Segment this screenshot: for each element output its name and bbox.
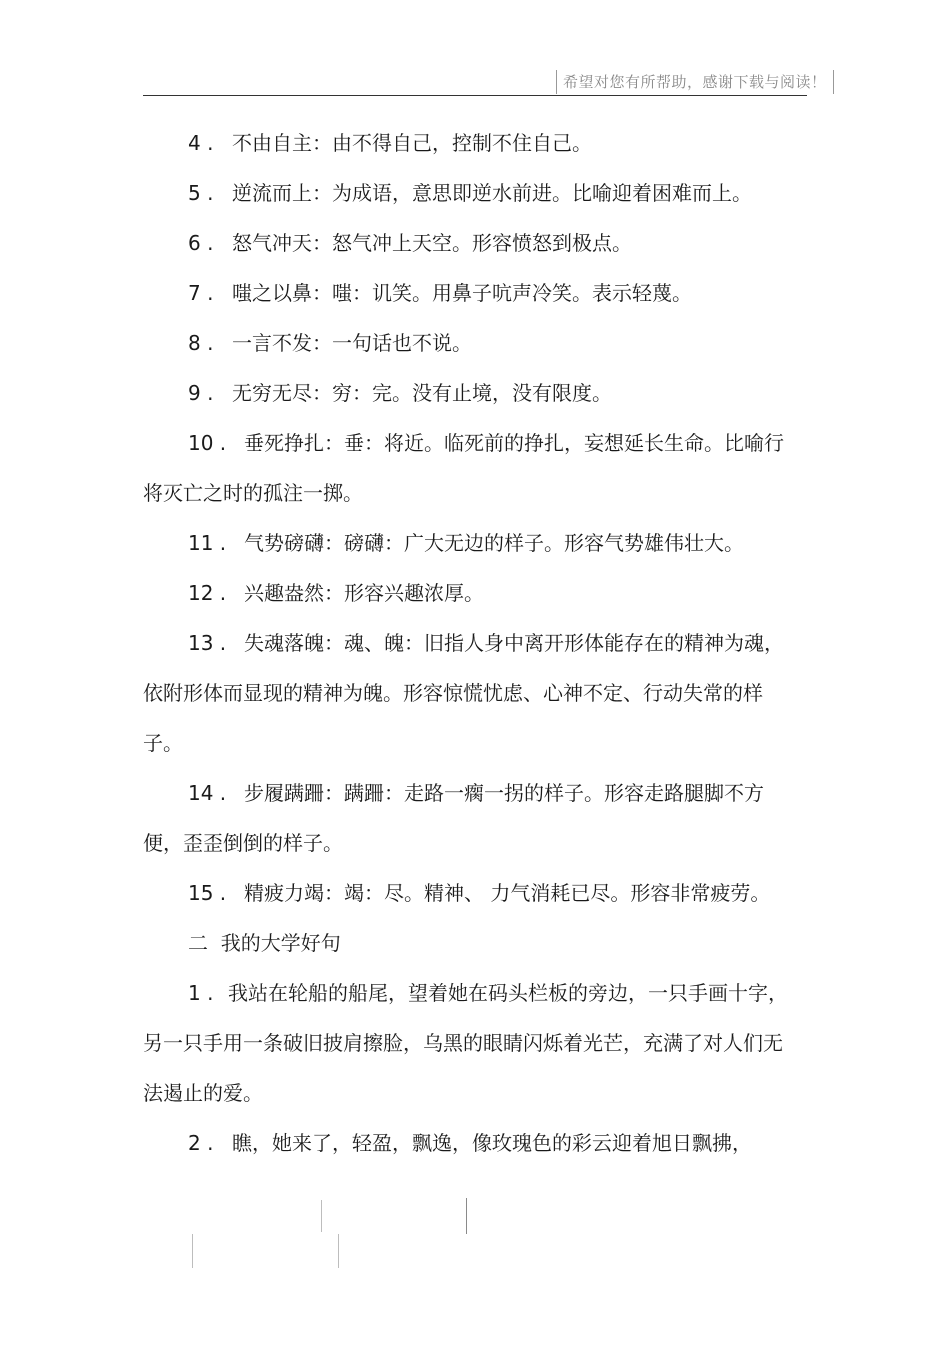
idiom-entry-14 <box>143 768 793 868</box>
header-divider <box>143 95 807 96</box>
entry-number: 1 . <box>188 981 214 1005</box>
entry-text: 步履蹒跚：蹒跚：走路一瘸一拐的样子。形容走路腿脚不方便，歪歪倒倒的样子。 <box>143 781 764 855</box>
scan-artifact-line <box>192 1234 193 1268</box>
entry-number: 9 . <box>188 381 214 405</box>
scan-artifact-line <box>466 1198 467 1234</box>
scan-artifact-line <box>338 1234 339 1268</box>
entry-text: 兴趣盎然：形容兴趣浓厚。 <box>244 581 484 605</box>
entry-text: 不由自主：由不得自己，控制不住自己。 <box>232 131 592 155</box>
entry-number: 2 . <box>188 1131 214 1155</box>
idiom-entry-13 <box>143 618 793 768</box>
entry-number: 7 . <box>188 281 214 305</box>
entry-number: 12 . <box>188 581 227 605</box>
entry-number: 6 . <box>188 231 214 255</box>
idiom-entry-9 <box>143 368 793 418</box>
idiom-entry-15 <box>143 868 793 918</box>
idiom-entry-11 <box>143 518 793 568</box>
entry-number: 13 . <box>188 631 227 655</box>
entry-text: 逆流而上：为成语，意思即逆水前进。比喻迎着困难而上。 <box>232 181 752 205</box>
idiom-entry-4 <box>143 118 793 168</box>
entry-text: 气势磅礴：磅礴：广大无边的样子。形容气势雄伟壮大。 <box>244 531 744 555</box>
entry-number: 5 . <box>188 181 214 205</box>
entry-number: 4 . <box>188 131 214 155</box>
entry-text: 瞧，她来了，轻盈，飘逸，像玫瑰色的彩云迎着旭日飘拂， <box>232 1131 752 1155</box>
idiom-entry-6 <box>143 218 793 268</box>
idiom-entry-10 <box>143 418 793 518</box>
entry-text: 无穷无尽：穷：完。没有止境，没有限度。 <box>232 381 612 405</box>
header-note: 希望对您有所帮助，感谢下载与阅读！ <box>556 70 834 94</box>
idiom-entry-7 <box>143 268 793 318</box>
entry-text: 一言不发：一句话也不说。 <box>232 331 472 355</box>
entry-number: 15 . <box>188 881 227 905</box>
entry-number: 8 . <box>188 331 214 355</box>
entry-number: 14 . <box>188 781 227 805</box>
sentence-entry-2 <box>143 1118 793 1168</box>
idiom-entry-12 <box>143 568 793 618</box>
entry-text: 我站在轮船的船尾，望着她在码头栏板的旁边，一只手画十字，另一只手用一条破旧披肩擦脸，乌黑的眼睛闪烁着光芒，充满了对人们无法遏止的爱。 <box>143 981 788 1105</box>
document-body <box>143 118 793 1168</box>
entry-text: 垂死挣扎：垂：将近。临死前的挣扎，妄想延长生命。比喻行将灭亡之时的孤注一掷。 <box>143 431 784 505</box>
scan-artifact-line <box>321 1200 322 1232</box>
entry-text: 精疲力竭：竭：尽。精神、 力气消耗已尽。形容非常疲劳。 <box>244 881 771 905</box>
idiom-entry-8 <box>143 318 793 368</box>
section-heading: 二 我的大学好句 <box>188 931 341 955</box>
idiom-entry-5 <box>143 168 793 218</box>
entry-number: 11 . <box>188 531 227 555</box>
entry-text: 失魂落魄：魂、魄：旧指人身中离开形体能存在的精神为魂，依附形体而显现的精神为魄。形容惊慌忧虑、心神不定、行动失常的样子。 <box>143 631 784 755</box>
entry-text: 嗤之以鼻：嗤：讥笑。用鼻子吭声冷笑。表示轻蔑。 <box>232 281 692 305</box>
entry-text: 怒气冲天：怒气冲上天空。形容愤怒到极点。 <box>232 231 632 255</box>
sentence-entry-1 <box>143 968 793 1118</box>
entry-number: 10 . <box>188 431 227 455</box>
